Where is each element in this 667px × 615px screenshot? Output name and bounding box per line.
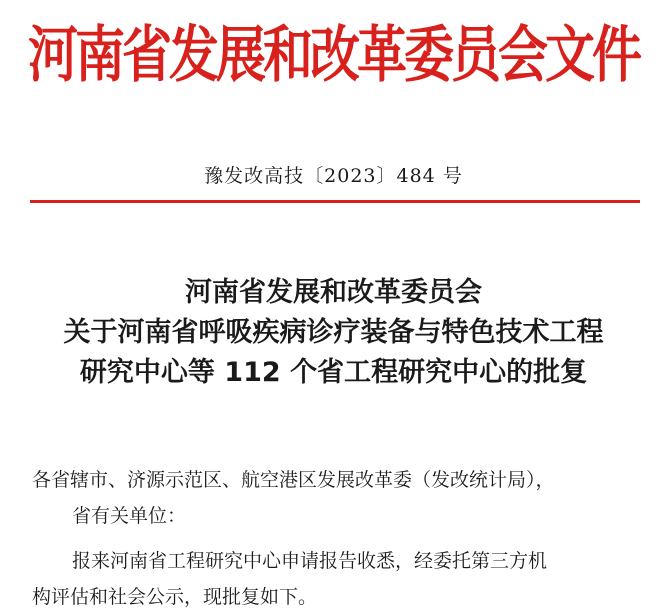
approval-title	[0, 273, 667, 393]
approval-title-line-2: 关于河南省呼吸疾病诊疗装备与特色技术工程	[63, 317, 604, 348]
approval-title-line-1: 河南省发展和改革委员会	[185, 277, 482, 308]
document-number: 豫发改高技〔2023〕484 号	[204, 165, 463, 187]
red-separator-rule	[30, 200, 640, 203]
body-paragraph-line-1: 报来河南省工程研究中心申请报告收悉，经委托第三方机	[72, 550, 548, 572]
approval-title-line-3: 研究中心等 112 个省工程研究中心的批复	[79, 357, 588, 388]
addressee-line-2: 省有关单位：	[72, 505, 187, 527]
addressee-line-1: 各省辖市、济源示范区、航空港区发展改革委（发改统计局），	[32, 469, 555, 491]
body-paragraph-line-2: 构评估和社会公示，现批复如下。	[32, 586, 318, 608]
issuer-header-title: 河南省发展和改革委员会文件	[28, 19, 639, 91]
